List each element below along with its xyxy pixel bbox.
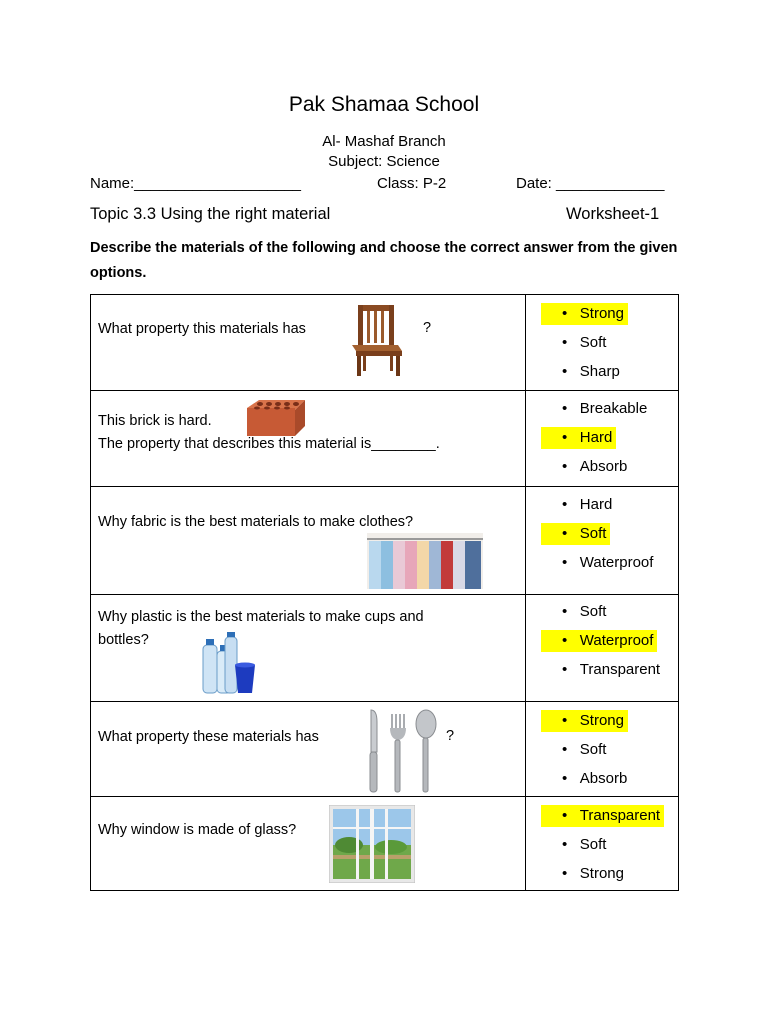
- option-label: Absorb: [579, 770, 628, 787]
- cutlery-image: [363, 708, 443, 799]
- bullet-icon: •: [562, 632, 568, 649]
- worksheet-table: [90, 294, 679, 891]
- options-cell: [526, 391, 679, 487]
- option-soft[interactable]: [526, 519, 678, 548]
- option-soft[interactable]: [526, 328, 678, 357]
- option-label: Waterproof: [579, 632, 654, 649]
- question-cell: [91, 295, 526, 391]
- option-waterproof[interactable]: [526, 626, 678, 655]
- bullet-icon: •: [562, 807, 568, 824]
- bullet-icon: •: [562, 603, 568, 620]
- question-text: What property these materials has: [98, 729, 319, 745]
- option-label: Breakable: [579, 400, 648, 417]
- question-mark: ?: [423, 320, 432, 336]
- options-cell: [526, 595, 679, 702]
- question-row: [91, 295, 679, 391]
- question-text: bottles?: [98, 632, 149, 648]
- question-row: [91, 702, 679, 797]
- bullet-icon: •: [562, 400, 568, 417]
- bullet-icon: •: [562, 554, 568, 571]
- option-waterproof[interactable]: [526, 548, 678, 577]
- question-text: This brick is hard.: [98, 413, 212, 429]
- clothes-image: [367, 533, 483, 594]
- option-label: Hard: [579, 429, 613, 446]
- school-name: Pak Shamaa School: [288, 93, 480, 116]
- class-label: Class: P-2: [377, 175, 447, 192]
- options-cell: [526, 797, 679, 891]
- option-strong[interactable]: [526, 706, 678, 735]
- bullet-icon: •: [562, 770, 568, 787]
- bottles-image: [197, 631, 259, 700]
- chair-image: [348, 303, 406, 382]
- option-transparent[interactable]: [526, 801, 678, 830]
- question-cell: [91, 595, 526, 702]
- question-row: [91, 797, 679, 891]
- bullet-icon: •: [562, 496, 568, 513]
- bullet-icon: •: [562, 305, 568, 322]
- question-mark: ?: [446, 728, 455, 744]
- option-hard[interactable]: [526, 423, 678, 452]
- options-cell: [526, 702, 679, 797]
- option-hard[interactable]: [526, 490, 678, 519]
- option-label: Soft: [579, 836, 607, 853]
- question-text: Why window is made of glass?: [98, 822, 297, 838]
- options-cell: [526, 295, 679, 391]
- worksheet-label: Worksheet-1: [566, 205, 660, 223]
- option-label: Transparent: [579, 807, 661, 824]
- option-label: Soft: [579, 334, 607, 351]
- window-image: [329, 805, 415, 888]
- option-absorb[interactable]: [526, 764, 678, 793]
- bullet-icon: •: [562, 712, 568, 729]
- question-cell: [91, 797, 526, 891]
- option-label: Absorb: [579, 458, 628, 475]
- bullet-icon: •: [562, 334, 568, 351]
- question-text: Why fabric is the best materials to make clothes?: [98, 514, 414, 530]
- topic-title: Topic 3.3 Using the right material: [90, 205, 331, 223]
- options-cell: [526, 487, 679, 595]
- option-label: Soft: [579, 525, 607, 542]
- question-row: [91, 487, 679, 595]
- option-label: Soft: [579, 741, 607, 758]
- bullet-icon: •: [562, 525, 568, 542]
- bullet-icon: •: [562, 458, 568, 475]
- bullet-icon: •: [562, 865, 568, 882]
- option-transparent[interactable]: [526, 655, 678, 684]
- name-field[interactable]: Name:____________________: [90, 175, 302, 192]
- question-row: [91, 595, 679, 702]
- option-breakable[interactable]: [526, 394, 678, 423]
- bullet-icon: •: [562, 429, 568, 446]
- option-label: Strong: [579, 712, 624, 729]
- option-strong[interactable]: [526, 859, 678, 888]
- bullet-icon: •: [562, 836, 568, 853]
- bullet-icon: •: [562, 741, 568, 758]
- question-cell: [91, 702, 526, 797]
- option-label: Strong: [579, 865, 624, 882]
- option-soft[interactable]: [526, 830, 678, 859]
- subject-label: Subject: Science: [328, 153, 440, 170]
- option-label: Waterproof: [579, 554, 654, 571]
- option-soft[interactable]: [526, 597, 678, 626]
- instructions: Describe the materials of the following and choose the correct answer from the given options.: [90, 240, 678, 281]
- date-field[interactable]: Date: _____________: [516, 175, 665, 192]
- option-strong[interactable]: [526, 299, 678, 328]
- option-label: Soft: [579, 603, 607, 620]
- question-text: What property this materials has: [98, 321, 306, 337]
- option-sharp[interactable]: [526, 357, 678, 386]
- option-label: Transparent: [579, 661, 661, 678]
- question-text: Why plastic is the best materials to make cups and: [98, 609, 424, 625]
- option-soft[interactable]: [526, 735, 678, 764]
- option-absorb[interactable]: [526, 452, 678, 481]
- bullet-icon: •: [562, 363, 568, 380]
- branch-name: Al- Mashaf Branch: [322, 133, 446, 150]
- question-cell: [91, 391, 526, 487]
- bullet-icon: •: [562, 661, 568, 678]
- option-label: Hard: [579, 496, 613, 513]
- question-cell: [91, 487, 526, 595]
- question-text: The property that describes this material is________.: [98, 436, 440, 452]
- option-label: Strong: [579, 305, 624, 322]
- option-label: Sharp: [579, 363, 620, 380]
- question-row: [91, 391, 679, 487]
